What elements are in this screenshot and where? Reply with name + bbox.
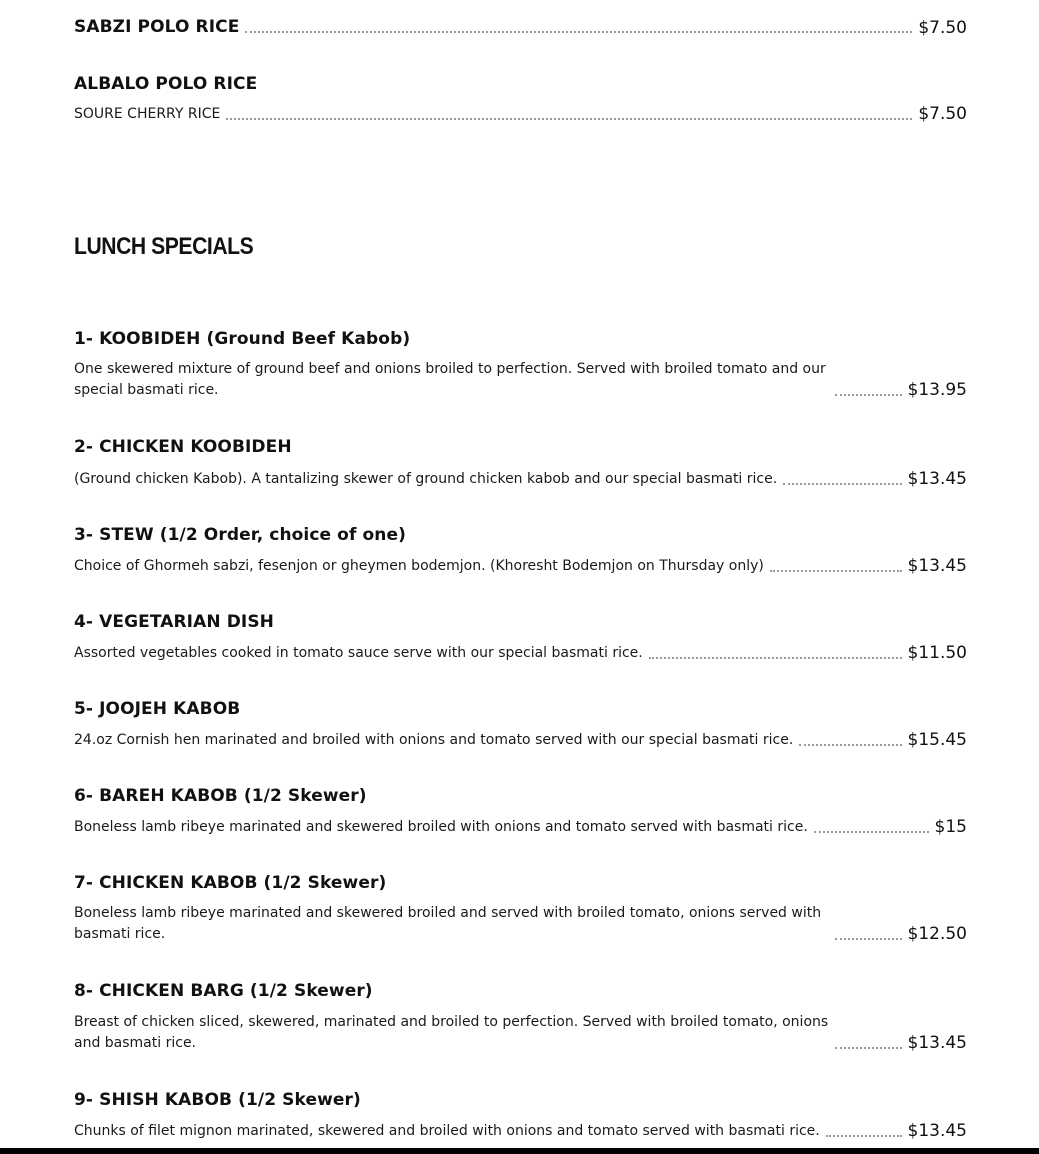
menu-item-description: SOURE CHERRY RICE: [74, 106, 221, 122]
menu-item-price: $13.45: [907, 1033, 967, 1053]
menu-item-description: (Ground chicken Kabob). A tantalizing skewer of ground chicken kabob and our special basmati rice.: [74, 471, 778, 487]
menu-item-albalo-polo: [74, 72, 967, 125]
menu-item-name: SABZI POLO RICE: [74, 17, 240, 37]
menu-item-description: Boneless lamb ribeye marinated and skewered broiled with onions and tomato served with basmati rice.: [74, 819, 808, 835]
menu-item-name: 1- KOOBIDEH (Ground Beef Kabob): [74, 329, 411, 349]
menu-item-description: Boneless lamb ribeye marinated and skewered broiled and served with broiled tomato, onions served with basmati rice.: [74, 905, 822, 942]
menu-item-description: Breast of chicken sliced, skewered, marinated and broiled to perfection. Served with broiled tomato, onions and basmati rice.: [74, 1014, 829, 1051]
menu-item-2: [74, 435, 967, 490]
menu-item-description: One skewered mixture of ground beef and onions broiled to perfection. Served with broiled tomato and our special basmati rice.: [74, 361, 826, 398]
dot-leader: [814, 830, 929, 833]
dot-leader: [245, 30, 912, 33]
menu-item-5: [74, 697, 967, 751]
menu-item-price: $15.45: [907, 730, 967, 750]
menu-item-price: $7.50: [918, 104, 967, 124]
menu-item-9: [74, 1088, 967, 1142]
menu-item-name: 7- CHICKEN KABOB (1/2 Skewer): [74, 873, 387, 893]
menu-item-name: 4- VEGETARIAN DISH: [74, 612, 274, 632]
menu-item-name: 8- CHICKEN BARG (1/2 Skewer): [74, 981, 373, 1001]
menu-item-price: $7.50: [918, 18, 967, 38]
dot-leader: [770, 569, 902, 572]
menu-item-8: [74, 979, 967, 1054]
menu-item-name: 9- SHISH KABOB (1/2 Skewer): [74, 1090, 361, 1110]
menu-item-description: Assorted vegetables cooked in tomato sauce serve with our special basmati rice.: [74, 645, 643, 661]
menu-item-description: Choice of Ghormeh sabzi, fesenjon or gheymen bodemjon. (Khoresht Bodemjon on Thursday only): [74, 558, 764, 574]
dot-leader: [835, 393, 902, 396]
menu-item-7: [74, 871, 967, 945]
menu-item-price: $13.45: [907, 556, 967, 576]
menu-item-price: $13.45: [907, 469, 967, 489]
menu-item-description: Chunks of filet mignon marinated, skewered and broiled with onions and tomato served with basmati rice.: [74, 1123, 820, 1139]
menu-item-name: 3- STEW (1/2 Order, choice of one): [74, 525, 406, 545]
dot-leader: [783, 482, 901, 485]
menu-item-name: 6- BAREH KABOB (1/2 Skewer): [74, 786, 367, 806]
menu-item-1: [74, 327, 967, 401]
menu-item-name: 2- CHICKEN KOOBIDEH: [74, 437, 292, 457]
menu-item-4: [74, 610, 967, 664]
menu-item-price: $13.95: [907, 380, 967, 400]
menu-item-name: 5- JOOJEH KABOB: [74, 699, 241, 719]
dot-leader: [226, 117, 912, 120]
menu-item-3: [74, 523, 967, 577]
bottom-border: [0, 1148, 1039, 1154]
dot-leader: [799, 743, 901, 746]
menu-item-description: 24.oz Cornish hen marinated and broiled with onions and tomato served with our special basmati rice.: [74, 732, 794, 748]
menu-item-price: $11.50: [907, 643, 967, 663]
dot-leader: [835, 1046, 902, 1049]
section-heading: LUNCH SPECIALS: [74, 233, 254, 260]
menu-item-name: ALBALO POLO RICE: [74, 74, 258, 94]
menu-item-6: [74, 784, 967, 838]
menu-item-price: $12.50: [907, 924, 967, 944]
dot-leader: [835, 937, 902, 940]
dot-leader: [649, 656, 902, 659]
menu-item-price: $13.45: [907, 1121, 967, 1141]
dot-leader: [826, 1134, 902, 1137]
menu-item-price: $15: [934, 817, 967, 837]
menu-item-sabzi-polo: [74, 15, 967, 39]
